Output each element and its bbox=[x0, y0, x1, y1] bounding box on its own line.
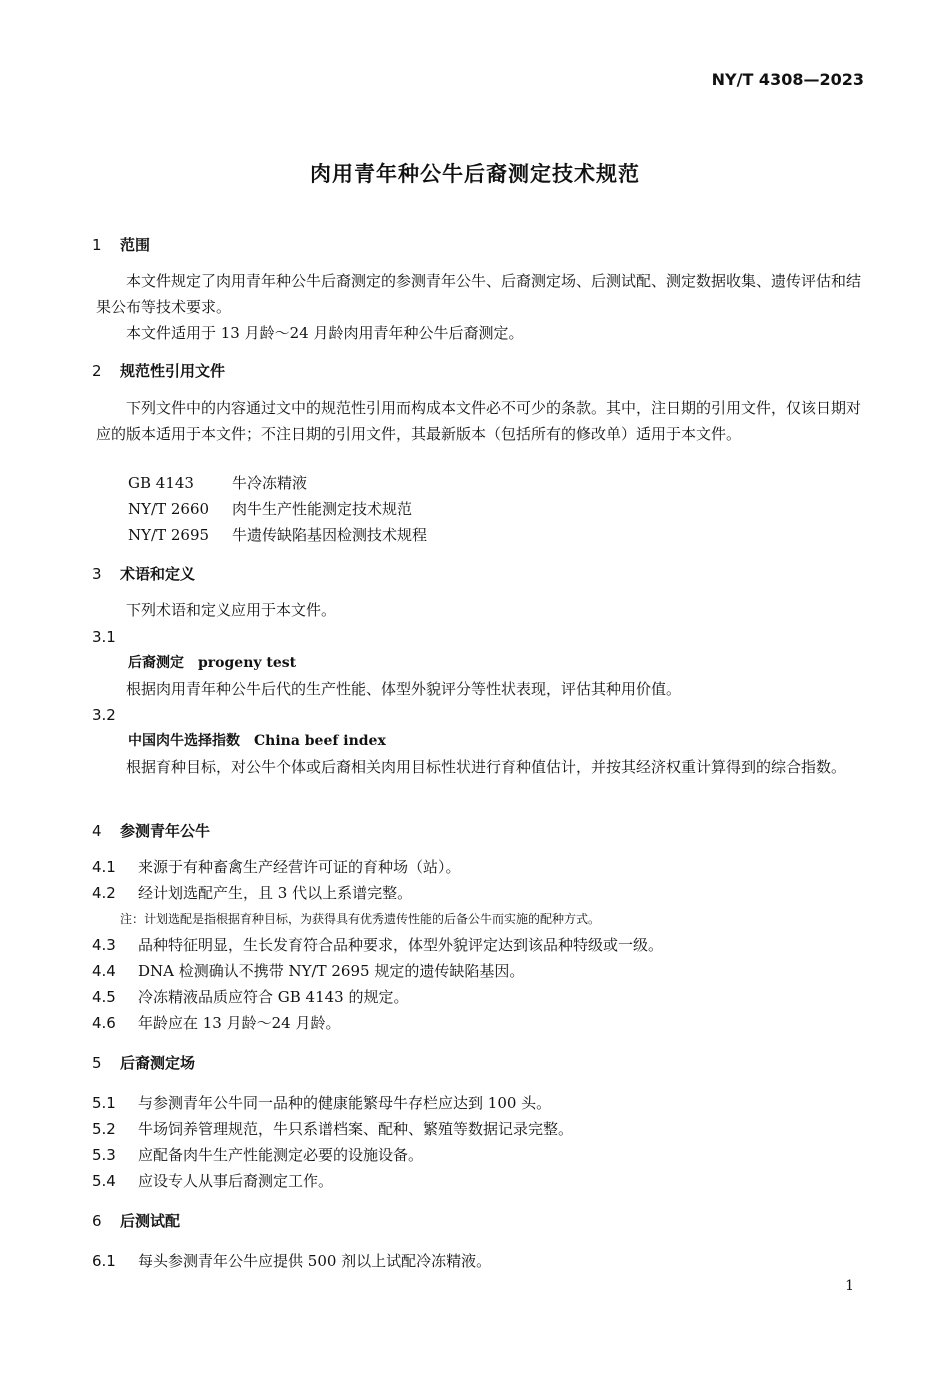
section-title: 参测青年公牛 bbox=[120, 822, 211, 840]
clause-number: 4.3 bbox=[92, 936, 116, 954]
clause-number: 5.4 bbox=[92, 1172, 116, 1190]
clause-item bbox=[92, 932, 663, 958]
clause-text: 与参测青年公牛同一品种的健康能繁母牛存栏应达到 100 头。 bbox=[138, 1094, 552, 1112]
clause-text: 每头参测青年公牛应提供 500 剂以上试配冷冻精液。 bbox=[138, 1252, 492, 1270]
clause-item bbox=[92, 958, 524, 984]
term-zh: 后裔测定 bbox=[128, 655, 184, 671]
section-4-heading bbox=[92, 820, 210, 841]
section-number: 2 bbox=[92, 362, 102, 380]
section-3-paragraph-1: 下列术语和定义应用于本文件。 bbox=[126, 601, 337, 619]
clause-item bbox=[92, 1010, 340, 1036]
clause-item bbox=[92, 1142, 423, 1168]
term-heading bbox=[128, 728, 386, 754]
term-number: 3.1 bbox=[92, 628, 116, 646]
clause-text: DNA 检测确认不携带 NY/T 2695 规定的遗传缺陷基因。 bbox=[138, 962, 525, 980]
section-1-heading bbox=[92, 234, 150, 255]
clause-number: 4.5 bbox=[92, 988, 116, 1006]
clause-number: 5.2 bbox=[92, 1120, 116, 1138]
clause-text: 年龄应在 13 月龄～24 月龄。 bbox=[138, 1014, 341, 1032]
standard-number: NY/T 4308—2023 bbox=[711, 70, 864, 89]
term-en: progeny test bbox=[198, 655, 297, 671]
section-title: 后裔测定场 bbox=[120, 1054, 196, 1072]
clause-item bbox=[92, 1116, 573, 1142]
document-title: 肉用青年种公牛后裔测定技术规范 bbox=[310, 162, 640, 186]
clause-text: 经计划选配产生，且 3 代以上系谱完整。 bbox=[138, 884, 413, 902]
clause-text: 品种特征明显，生长发育符合品种要求，体型外貌评定达到该品种特级或一级。 bbox=[138, 936, 664, 954]
section-2-paragraph-1: 下列文件中的内容通过文中的规范性引用而构成本文件必不可少的条款。其中，注日期的引用文件，仅该日期对应的版本适用于本文件；不注日期的引用文件，其最新版本（包括所有的修改单）适用于本文件。 bbox=[96, 399, 862, 443]
reference-item bbox=[128, 522, 427, 548]
section-title: 范围 bbox=[120, 236, 151, 254]
clause-text: 牛场饲养管理规范，牛只系谱档案、配种、繁殖等数据记录完整。 bbox=[138, 1120, 574, 1138]
clause-number: 5.1 bbox=[92, 1094, 116, 1112]
term-definition: 根据肉用青年种公牛后代的生产性能、体型外貌评分等性状表现，评估其种用价值。 bbox=[126, 680, 682, 698]
clause-number: 5.3 bbox=[92, 1146, 116, 1164]
clause-text: 来源于有种畜禽生产经营许可证的育种场（站）。 bbox=[138, 858, 461, 876]
term-number: 3.2 bbox=[92, 706, 116, 724]
clause-item bbox=[92, 1168, 333, 1194]
term-en: China beef index bbox=[254, 733, 386, 749]
reference-code: NY/T 2660 bbox=[128, 500, 210, 518]
section-number: 3 bbox=[92, 565, 102, 583]
clause-text: 冷冻精液品质应符合 GB 4143 的规定。 bbox=[138, 988, 409, 1006]
reference-item bbox=[128, 496, 412, 522]
reference-code: GB 4143 bbox=[128, 474, 194, 492]
term-definition: 根据育种目标，对公牛个体或后裔相关肉用目标性状进行育种值估计，并按其经济权重计算得到的综合指数。 bbox=[126, 758, 847, 776]
section-number: 1 bbox=[92, 236, 102, 254]
section-2-heading bbox=[92, 360, 225, 381]
clause-number: 6.1 bbox=[92, 1252, 116, 1270]
section-number: 4 bbox=[92, 822, 102, 840]
clause-text: 应配备肉牛生产性能测定必要的设施设备。 bbox=[138, 1146, 424, 1164]
section-6-heading bbox=[92, 1210, 180, 1231]
clause-item bbox=[92, 1090, 551, 1116]
reference-item bbox=[128, 470, 307, 496]
section-5-heading bbox=[92, 1052, 195, 1073]
clause-item bbox=[92, 854, 461, 880]
note: 注：计划选配是指根据育种目标，为获得具有优秀遗传性能的后备公牛而实施的配种方式。 bbox=[120, 912, 601, 926]
section-1-paragraph-1: 本文件规定了肉用青年种公牛后裔测定的参测青年公牛、后裔测定场、后测试配、测定数据收集、遗传评估和结果公布等技术要求。 bbox=[96, 272, 862, 316]
clause-number: 4.1 bbox=[92, 858, 116, 876]
section-title: 规范性引用文件 bbox=[120, 362, 226, 380]
section-title: 后测试配 bbox=[120, 1212, 181, 1230]
section-3-heading bbox=[92, 563, 195, 584]
clause-number: 4.4 bbox=[92, 962, 116, 980]
reference-title: 牛遗传缺陷基因检测技术规程 bbox=[232, 526, 428, 544]
section-title: 术语和定义 bbox=[120, 565, 196, 583]
section-1-paragraph-2: 本文件适用于 13 月龄～24 月龄肉用青年种公牛后裔测定。 bbox=[126, 324, 524, 342]
clause-item bbox=[92, 1248, 491, 1274]
page-number: 1 bbox=[845, 1278, 854, 1294]
clause-item bbox=[92, 880, 412, 906]
clause-number: 4.2 bbox=[92, 884, 116, 902]
reference-title: 肉牛生产性能测定技术规范 bbox=[232, 500, 413, 518]
clause-item bbox=[92, 984, 409, 1010]
section-number: 6 bbox=[92, 1212, 102, 1230]
clause-number: 4.6 bbox=[92, 1014, 116, 1032]
reference-code: NY/T 2695 bbox=[128, 526, 210, 544]
clause-text: 应设专人从事后裔测定工作。 bbox=[138, 1172, 334, 1190]
term-zh: 中国肉牛选择指数 bbox=[128, 733, 240, 749]
term-heading bbox=[128, 650, 296, 676]
reference-title: 牛冷冻精液 bbox=[232, 474, 308, 492]
section-number: 5 bbox=[92, 1054, 102, 1072]
